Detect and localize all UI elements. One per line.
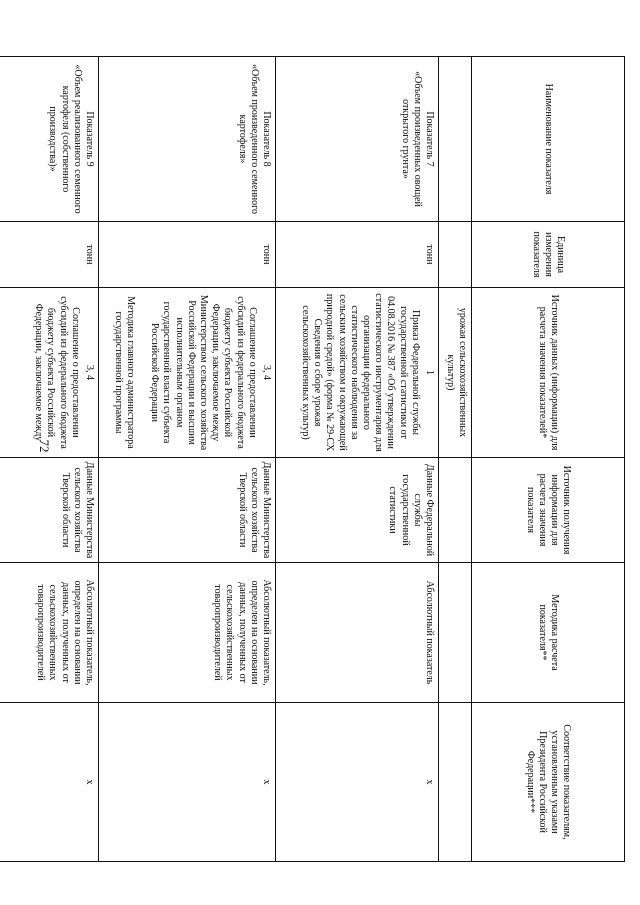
- unit-cell: тонн: [99, 222, 276, 288]
- unit-cell: тонн: [276, 222, 439, 288]
- indicator-number: Показатель 8: [261, 111, 272, 167]
- indicator-name-cell: [276, 57, 439, 222]
- header-unit: Единица измерения показателя: [472, 222, 625, 288]
- source-ref: 1: [424, 370, 435, 375]
- source-text: Соглашение о предоставлении субсидий из федерального бюджета бюджету субъекта Российской Федерации, заключаемое между Министерством сельского хозяйства Российской Федерации и высшим исполнительным органом государственной власти субъекта Российской Федерации: [149, 294, 258, 451]
- table-row: [99, 57, 276, 862]
- method-cell: Абсолютный показатель, определен на основании данных, полученных от сельскохозяйственных товаропроизводителей: [0, 563, 99, 703]
- header-source: Источник данных (информации) для расчета значения показателей*: [472, 288, 625, 458]
- source-text-methodology: Методика главного администратора государственной программы: [112, 296, 137, 449]
- table-row: [276, 57, 439, 862]
- header-name: Наименование показателя: [472, 57, 625, 222]
- source-cell: [0, 288, 99, 458]
- method-cell: Абсолютный показатель, определен на основании данных, полученных от сельскохозяйственных товаропроизводителей: [99, 563, 276, 703]
- source-ref: 3, 4: [84, 365, 95, 380]
- indicator-name: «Объем реализованного семенного картофеля (собственного производства)»: [47, 64, 83, 214]
- source-text: Соглашение о предоставлении субсидий из федерального бюджета бюджету субъекта Российской Федерации, заключаемое между: [33, 296, 81, 449]
- method-cell: Абсолютный показатель: [276, 563, 439, 703]
- table-header-row: [472, 57, 625, 862]
- info-source-cell: Данные Федеральной службы государственной статистики: [276, 458, 439, 563]
- indicator-name-cell: [0, 57, 99, 222]
- compliance-cell: x: [0, 703, 99, 862]
- source-cell: [276, 288, 439, 458]
- indicators-table: [0, 56, 625, 862]
- table-row-continuation: [439, 57, 472, 862]
- header-compliance: Соответствие показателям, установленным указами Президента Российской Федерации***: [472, 703, 625, 862]
- indicator-name-cell: [99, 57, 276, 222]
- header-method: Методика расчета показателя**: [472, 563, 625, 703]
- unit-cell: тонн: [0, 222, 99, 288]
- info-source-cell: Данные Министерства сельского хозяйства Тверской области: [99, 458, 276, 563]
- compliance-cell: x: [276, 703, 439, 862]
- header-info-source: Источник получения информации для расчета значения показателя: [472, 458, 625, 563]
- source-text: Приказ Федеральной службы государственной статистики от 04.08.2016 № 387 «Об утверждении статистического инструментария для организации федерального статистического наблюдения за сельским хозяйством и окружающей природной средой» (форма № 29-СХ Сведения о сборе урожая сельскохозяйственных культур): [300, 293, 421, 452]
- compliance-cell: x: [99, 703, 276, 862]
- info-source-cell: Данные Министерства сельского хозяйства Тверской области: [0, 458, 99, 563]
- page-number: 72: [37, 439, 52, 453]
- table-row: [0, 57, 99, 862]
- source-cell: [99, 288, 276, 458]
- indicator-name: «Объем произведенного семенного картофеля»: [236, 63, 260, 215]
- continuation-source: урожая сельскохозяйственных культур): [439, 288, 472, 458]
- indicator-number: Показатель 7: [424, 111, 435, 167]
- indicator-name: «Объем произведенных овощей открытого грунта»: [399, 71, 423, 207]
- indicator-number: Показатель 9: [84, 111, 95, 167]
- source-ref: 3, 4: [261, 365, 272, 380]
